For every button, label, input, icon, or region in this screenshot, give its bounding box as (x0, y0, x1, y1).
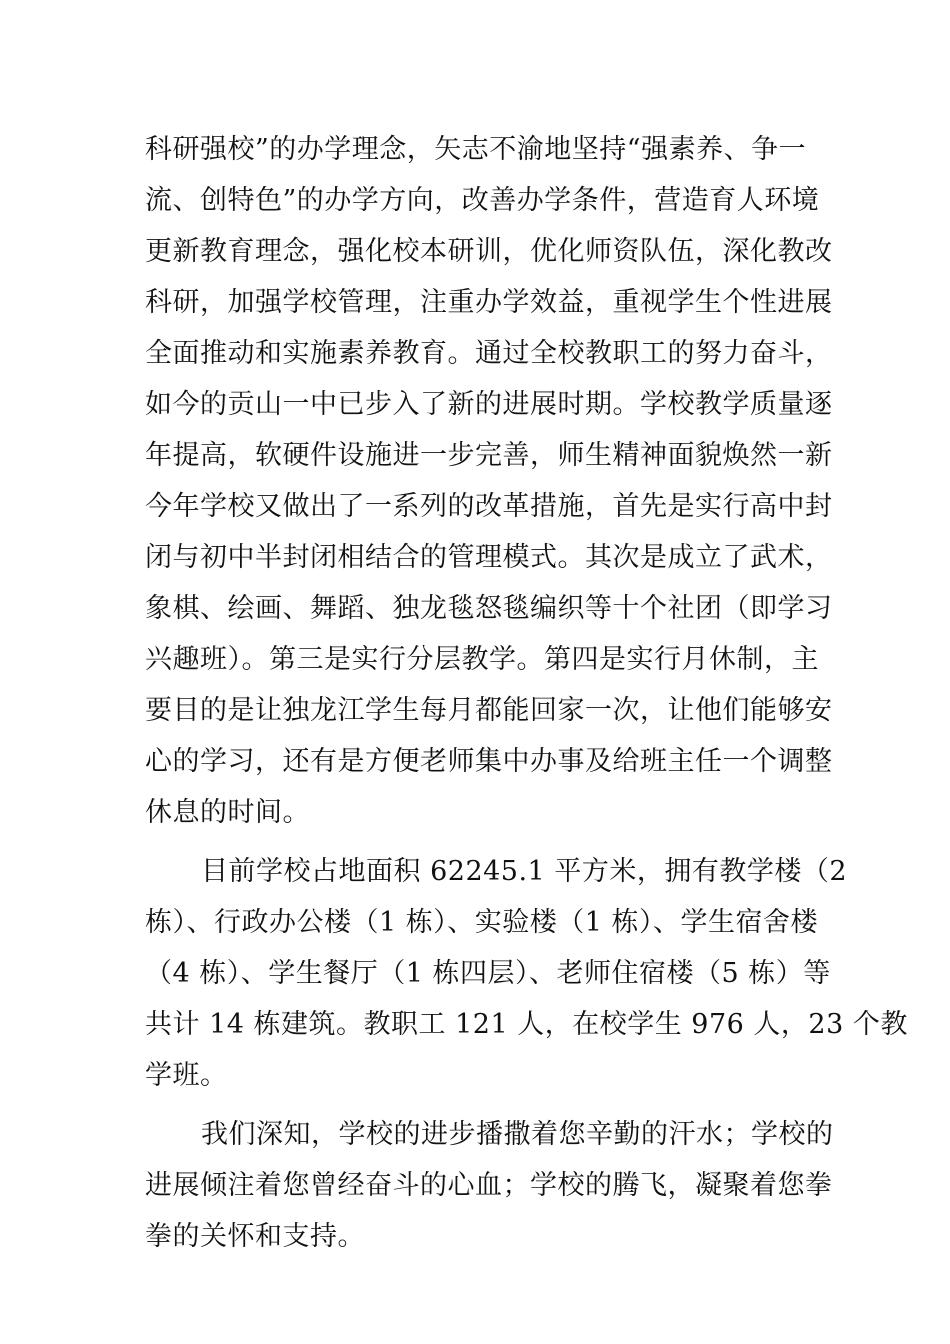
text-line: 今年学校又做出了一系列的改革措施，首先是实行高中封 (145, 491, 833, 522)
text-line: 年提高，软硬件设施进一步完善，师生精神面貌焕然一新 (145, 440, 833, 471)
text-line: （4 栋）、学生餐厅（1 栋四层）、老师住宿楼（5 栋）等 (145, 958, 831, 989)
paragraph-spacer (145, 838, 805, 846)
text-line: 全面推动和实施素养教育。通过全校教职工的努力奋斗， (145, 338, 833, 369)
text-line: 拳的关怀和支持。 (145, 1221, 365, 1252)
text-line: 象棋、绘画、舞蹈、独龙毯怒毯编织等十个社团（即学习 (145, 593, 833, 624)
text-line: 要目的是让独龙江学生每月都能回家一次，让他们能够安 (145, 695, 833, 726)
text-line: 进展倾注着您曾经奋斗的心血；学校的腾飞，凝聚着您拳 (145, 1170, 833, 1201)
text-line: 闭与初中半封闭相结合的管理模式。其次是成立了武术， (145, 542, 833, 573)
text-line: 科研，加强学校管理，注重办学效益，重视学生个性进展 (145, 287, 833, 318)
text-line: 心的学习，还有是方便老师集中办事及给班主任一个调整 (145, 746, 833, 777)
text-line: 科研强校”的办学理念，矢志不渝地坚持“强素养、争一 (145, 134, 807, 165)
text-line: 栋）、行政办公楼（1 栋）、实验楼（1 栋）、学生宿舍楼 (145, 907, 819, 938)
text-line-first: 我们深知，学校的进步播撒着您辛勤的汗水；学校的 (201, 1119, 834, 1150)
text-line: 兴趣班）。第三是实行分层教学。第四是实行月休制，主 (145, 644, 819, 675)
text-line: 如今的贡山一中已步入了新的进展时期。学校教学质量逐 (145, 389, 833, 420)
paragraph-spacer (145, 1101, 805, 1109)
text-line-first: 目前学校占地面积 62245.1 平方米，拥有教学楼（2 (201, 856, 847, 887)
document-body (145, 124, 908, 1262)
paragraph-school-reform (145, 124, 833, 838)
text-line: 共计 14 栋建筑。教职工 121 人，在校学生 976 人，23 个教 (145, 1009, 908, 1040)
text-line: 更新教育理念，强化校本研训，优化师资队伍，深化教改 (145, 236, 833, 267)
text-line: 学班。 (145, 1060, 228, 1091)
paragraph-campus-facts (145, 846, 908, 1101)
text-line: 流、创特色”的办学方向，改善办学条件，营造育人环境 (145, 185, 820, 216)
paragraph-gratitude (145, 1109, 834, 1262)
text-line: 休息的时间。 (145, 797, 310, 828)
